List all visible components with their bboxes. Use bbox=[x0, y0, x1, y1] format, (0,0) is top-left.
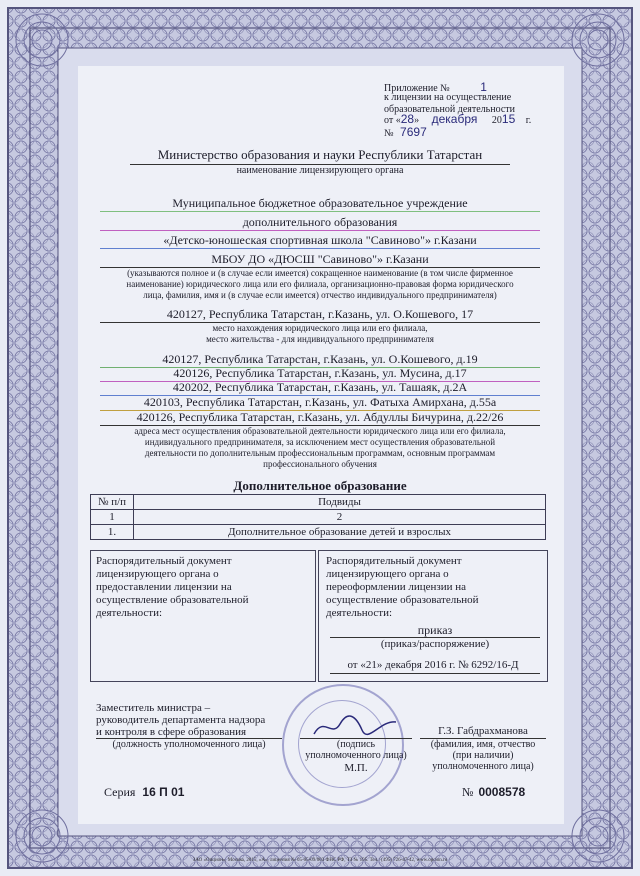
row-number: 1. bbox=[91, 525, 134, 540]
position-caption: (должность уполномоченного лица) bbox=[112, 739, 266, 750]
appendix-label: Приложение № 1 bbox=[384, 80, 487, 94]
activity-address-4: 420103, Республика Татарстан, г.Казань, ул. Фатыха Амирхана, д.55а bbox=[143, 395, 497, 409]
appendix-date: от «28» декабря 2015 г. bbox=[384, 112, 532, 126]
printer-imprint: ЗАО «Опцион», Москва, 2015, «А», лицензия № 05-05-09/003 ФНС РФ, ТЗ № 195. Тел.: (495) 726-47-42, www.opcion.ru bbox=[192, 858, 448, 863]
org-caption-1: (указываются полное и (в случае если имеется) сокращенное наименование (в том числе фирменное bbox=[127, 268, 513, 278]
signature-caption: (подпись уполномоченного лица) bbox=[305, 739, 407, 761]
order-word: приказ bbox=[417, 623, 453, 637]
table-row bbox=[91, 525, 546, 540]
order-date: от «21» декабря 2016 г. № 6292/16-Д bbox=[347, 659, 519, 671]
location-address: 420127, Республика Татарстан, г.Казань, ул. О.Кошевого, 17 bbox=[166, 307, 474, 321]
issuance-doc-text: Распорядительный документ лицензирующего органа о предоставлении лицензии на осуществление образовательной деятельности: bbox=[96, 555, 249, 619]
location-caption-2: место жительства - для индивидуального предпринимателя bbox=[206, 334, 434, 344]
appendix-line3: образовательной деятельности bbox=[384, 104, 515, 115]
col-number-header: № п/п bbox=[91, 495, 134, 510]
table-index-row bbox=[91, 510, 546, 525]
handwritten-signature bbox=[310, 712, 400, 740]
authority-name: Министерство образования и науки Республики Татарстан bbox=[157, 147, 483, 162]
form-series: Серия 16 П 01 bbox=[104, 785, 185, 799]
index-1: 1 bbox=[91, 510, 134, 525]
row-subtype: Дополнительное образование детей и взрослых bbox=[134, 525, 546, 540]
education-table bbox=[90, 494, 546, 540]
org-caption-3: лица, фамилия, имя и (в случае если имеется) отчество индивидуального предпринимателя) bbox=[143, 290, 497, 300]
name-caption: (фамилия, имя, отчество (при наличии) уполномоченного лица) bbox=[430, 739, 536, 772]
appendix-number: 1 bbox=[480, 80, 487, 94]
org-caption-2: наименование) юридического лица или его филиала, организационно-правовая форма юридического bbox=[126, 279, 514, 289]
activity-address-1: 420127, Республика Татарстан, г.Казань, ул. О.Кошевого, д.19 bbox=[162, 352, 478, 366]
location-caption-1: место нахождения юридического лица или его филиала, bbox=[212, 323, 428, 333]
reissue-doc-text: Распорядительный документ лицензирующего органа о переоформлении лицензии на осуществление образовательной деятельности: bbox=[326, 555, 479, 619]
index-2: 2 bbox=[134, 510, 546, 525]
org-line3: «Детско-юношеская спортивная школа "Савиново"» г.Казани bbox=[163, 233, 477, 247]
education-heading: Дополнительное образование bbox=[233, 478, 407, 493]
activity-caption-3: деятельности по дополнительным профессиональным программам, основным программам bbox=[144, 448, 496, 458]
org-line1: Муниципальное бюджетное образовательное учреждение bbox=[172, 196, 468, 210]
appendix-line2: к лицензии на осуществление bbox=[384, 92, 512, 103]
org-line2: дополнительного образования bbox=[242, 215, 398, 229]
activity-caption-4: профессионального обучения bbox=[263, 459, 377, 469]
authority-caption: наименование лицензирующего органа bbox=[236, 165, 404, 176]
signatory-name: Г.З. Габдрахманова bbox=[438, 725, 528, 737]
activity-address-5: 420126, Республика Татарстан, г.Казань, ул. Абдуллы Бичурина, д.22/26 bbox=[136, 410, 504, 424]
col-subtypes-header: Подвиды bbox=[134, 495, 546, 510]
signatory-position: Заместитель министра – руководитель департамента надзора и контроля в сфере образования bbox=[96, 702, 266, 738]
activity-address-3: 420202, Республика Татарстан, г.Казань, ул. Ташаяк, д.2А bbox=[172, 380, 468, 394]
form-number: № 0008578 bbox=[462, 785, 526, 799]
activity-address-2: 420126, Республика Татарстан, г.Казань, ул. Мусина, д.17 bbox=[173, 366, 467, 380]
order-caption: (приказ/распоряжение) bbox=[380, 638, 490, 650]
stamp-place: М.П. bbox=[344, 762, 368, 774]
org-short-name: МБОУ ДО «ДЮСШ "Савиново"» г.Казани bbox=[211, 252, 429, 266]
activity-caption-1: адреса мест осуществления образовательной деятельности юридического лица или его филиала, bbox=[134, 426, 506, 436]
appendix-license-no: № 7697 bbox=[384, 125, 427, 139]
activity-caption-2: индивидуального предпринимателя, за исключением мест осуществления образовательной bbox=[144, 437, 496, 447]
table-header-row bbox=[91, 495, 546, 510]
